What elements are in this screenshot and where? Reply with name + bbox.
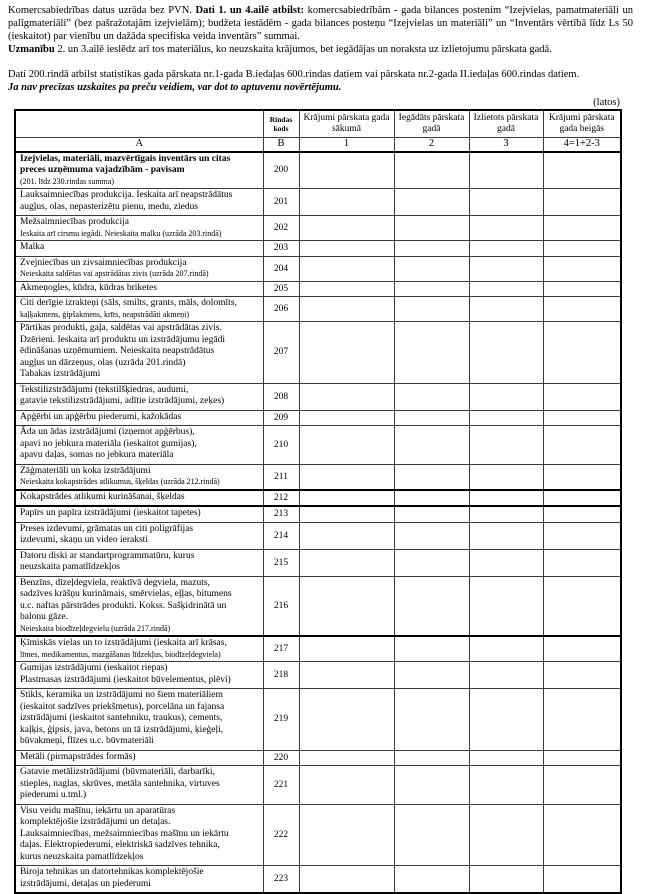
value-cell-stock-begin[interactable] bbox=[299, 152, 394, 189]
value-cell-acquired[interactable] bbox=[394, 410, 469, 426]
row-label-cell: Stikls, keramika un izstrādājumi no šiem materiāliem (ieskaitot sadzīves priekšmetus), porcelāna un fajansa izstrādājumi (ieskaitot santehniku, traukus), cements, kaļķis, ģipsis, java, betons un tā izstrādājumi, ķieģeļi, būvakmeņi, flīzes u.c. būvmateriāli bbox=[15, 689, 263, 751]
value-cell-stock-end[interactable] bbox=[543, 256, 621, 281]
value-cell-stock-begin[interactable] bbox=[299, 636, 394, 662]
table-row bbox=[15, 506, 621, 522]
currency-unit-label: (latos) bbox=[593, 97, 620, 108]
value-cell-stock-end[interactable] bbox=[543, 189, 621, 216]
subheader-A: A bbox=[15, 138, 263, 152]
value-cell-stock-end[interactable] bbox=[543, 322, 621, 384]
row-code: 220 bbox=[263, 750, 299, 766]
subheader-1: 1 bbox=[299, 138, 394, 152]
value-cell-acquired[interactable] bbox=[394, 866, 469, 894]
value-cell-stock-begin[interactable] bbox=[299, 576, 394, 636]
value-cell-acquired[interactable] bbox=[394, 464, 469, 490]
value-cell-stock-begin[interactable] bbox=[299, 804, 394, 866]
row-label-cell: Pārtikas produkti, gaļa, saldētas vai apstrādātas zivis. Dzērieni. Ieskaita arī produktu un izstrādājumu iegādi ēdināšanas uzņēmumiem. Neieskaita neapstrādātus augļus un dārzeņus, olas (uzrāda 201.rindā) Tabakas izstrādājumi bbox=[15, 322, 263, 384]
value-cell-stock-end[interactable] bbox=[543, 426, 621, 465]
row-label-cell: Akmeņogles, kūdra, kūdras briketes bbox=[15, 281, 263, 297]
value-cell-acquired[interactable] bbox=[394, 256, 469, 281]
row-code: 200 bbox=[263, 152, 299, 189]
row-code: 201 bbox=[263, 189, 299, 216]
value-cell-stock-begin[interactable] bbox=[299, 506, 394, 522]
row-code: 223 bbox=[263, 866, 299, 894]
value-cell-acquired[interactable] bbox=[394, 506, 469, 522]
row-code: 222 bbox=[263, 804, 299, 866]
value-cell-stock-end[interactable] bbox=[543, 662, 621, 689]
value-cell-stock-end[interactable] bbox=[543, 281, 621, 297]
value-cell-used[interactable] bbox=[469, 383, 543, 410]
value-cell-used[interactable] bbox=[469, 750, 543, 766]
value-cell-used[interactable] bbox=[469, 490, 543, 507]
table-row bbox=[15, 383, 621, 410]
value-cell-stock-begin[interactable] bbox=[299, 297, 394, 322]
stock-end-column-header: Krājumi pārskata gada beigās bbox=[543, 110, 621, 138]
row-code: 204 bbox=[263, 256, 299, 281]
value-cell-used[interactable] bbox=[469, 522, 543, 549]
value-cell-used[interactable] bbox=[469, 189, 543, 216]
item-column-header bbox=[15, 110, 263, 138]
value-cell-acquired[interactable] bbox=[394, 804, 469, 866]
value-cell-used[interactable] bbox=[469, 216, 543, 241]
row-label-cell: Āda un ādas izstrādājumi (izņemot apģērbus), apavi no jebkura materiāla (ieskaitot gumijas), apavu daļas, somas no jebkura materiāla bbox=[15, 426, 263, 465]
row-label-cell: Datoru diski ar standartprogrammatūru, kurus neuzskaita pamatlīdzekļos bbox=[15, 549, 263, 576]
value-cell-acquired[interactable] bbox=[394, 281, 469, 297]
value-cell-stock-end[interactable] bbox=[543, 549, 621, 576]
value-cell-used[interactable] bbox=[469, 662, 543, 689]
table-row bbox=[15, 804, 621, 866]
row-label-cell: Malka bbox=[15, 241, 263, 257]
row-code: 203 bbox=[263, 241, 299, 257]
value-cell-stock-begin[interactable] bbox=[299, 522, 394, 549]
value-cell-stock-begin[interactable] bbox=[299, 750, 394, 766]
value-cell-stock-begin[interactable] bbox=[299, 766, 394, 805]
row-label-cell: Apģērbi un apģērbu piederumi, kažokādas bbox=[15, 410, 263, 426]
value-cell-acquired[interactable] bbox=[394, 216, 469, 241]
value-cell-stock-begin[interactable] bbox=[299, 549, 394, 576]
row-label-cell: Gatavie metālizstrādājumi (būvmateriāli, darbarīki, stieples, naglas, skrūves, metāla santehnika, virtuves piederumi u.tml.) bbox=[15, 766, 263, 805]
attention-label: Uzmanību bbox=[8, 44, 58, 55]
row-code: 212 bbox=[263, 490, 299, 507]
table-row bbox=[15, 322, 621, 384]
row-code: 211 bbox=[263, 464, 299, 490]
value-cell-acquired[interactable] bbox=[394, 662, 469, 689]
table-header bbox=[15, 110, 621, 138]
table-row bbox=[15, 750, 621, 766]
value-cell-stock-end[interactable] bbox=[543, 506, 621, 522]
value-cell-stock-begin[interactable] bbox=[299, 383, 394, 410]
value-cell-acquired[interactable] bbox=[394, 750, 469, 766]
estimate-note: Ja nav precīzas uzskaites pa preču veidiem, var dot to aptuvenu novērtējumu. bbox=[8, 82, 342, 93]
value-cell-used[interactable] bbox=[469, 281, 543, 297]
value-cell-stock-begin[interactable] bbox=[299, 216, 394, 241]
row-label-cell: Visu veidu mašīnu, iekārtu un aparatūras komplektējošie izstrādājumi un detaļas. Lauksaimniecības, mežsaimniecības mašīnu un iekārtu daļas. Elektropiederumi, elektriskā sadzīves tehnika, kurus neuzskaita pamatlīdzekļos bbox=[15, 804, 263, 866]
row-code-column-header: Rindas kods bbox=[263, 110, 299, 138]
value-cell-used[interactable] bbox=[469, 426, 543, 465]
value-cell-stock-end[interactable] bbox=[543, 490, 621, 507]
value-cell-stock-begin[interactable] bbox=[299, 490, 394, 507]
table-row bbox=[15, 297, 621, 322]
instruction-paragraph-2 bbox=[8, 43, 633, 56]
table-row bbox=[15, 256, 621, 281]
row-label-cell: Lauksaimniecības produkcija. Ieskaita arī neapstrādātus augļus, olas, nepasterizētu pienu, medu, ziedus bbox=[15, 189, 263, 216]
value-cell-stock-end[interactable] bbox=[543, 410, 621, 426]
value-cell-acquired[interactable] bbox=[394, 689, 469, 751]
row-code: 206 bbox=[263, 297, 299, 322]
row-code: 221 bbox=[263, 766, 299, 805]
value-cell-used[interactable] bbox=[469, 506, 543, 522]
table-row bbox=[15, 216, 621, 241]
row-label-cell: Mežsaimniecības produkcija Ieskaita arī cirsmu iegādi. Neieskaita malku (uzrāda 203.rindā) bbox=[15, 216, 263, 241]
row-label-cell: Biroja tehnikas un datortehnikas komplektējošie izstrādājumi, detaļas un piederumi bbox=[15, 866, 263, 894]
instruction-text: 2. un 3.ailē ieslēdz arī tos materiālus, ko neuzskaita krājumos, bet iegādājas un noraksta uz izlietojumu pārskata gadā. bbox=[57, 44, 552, 55]
value-cell-stock-end[interactable] bbox=[543, 804, 621, 866]
row-label-cell: Benzīns, dīzeļdegviela, reaktīvā degviela, mazuts, sadzīves krāšņu kurināmais, smērvielas, eļļas, bitumens u.c. naftas pārstrādes produkti. Kokss. Sašķidrinātā un balonu gāze. Neieskaita biodīzeļdegvielu (uzrāda 217.rindā) bbox=[15, 576, 263, 636]
value-cell-acquired[interactable] bbox=[394, 426, 469, 465]
value-cell-stock-begin[interactable] bbox=[299, 410, 394, 426]
value-cell-stock-begin[interactable] bbox=[299, 189, 394, 216]
row-label-cell: Gumijas izstrādājumi (ieskaitot riepas) Plastmasas izstrādājumi (ieskaitot būvelementus, plēvi) bbox=[15, 662, 263, 689]
row-label-cell: Metāli (pirmapstrādes formās) bbox=[15, 750, 263, 766]
value-cell-stock-end[interactable] bbox=[543, 383, 621, 410]
value-cell-acquired[interactable] bbox=[394, 152, 469, 189]
value-cell-stock-begin[interactable] bbox=[299, 256, 394, 281]
subheader-3: 3 bbox=[469, 138, 543, 152]
table-row bbox=[15, 152, 621, 189]
row-code: 213 bbox=[263, 506, 299, 522]
value-cell-acquired[interactable] bbox=[394, 322, 469, 384]
value-cell-acquired[interactable] bbox=[394, 189, 469, 216]
table-row bbox=[15, 689, 621, 751]
value-cell-used[interactable] bbox=[469, 322, 543, 384]
subheader-2: 2 bbox=[394, 138, 469, 152]
value-cell-used[interactable] bbox=[469, 241, 543, 257]
row-code: 202 bbox=[263, 216, 299, 241]
table-row bbox=[15, 490, 621, 507]
row-label-cell: Kokapstrādes atlikumi kurināšanai, šķeldas bbox=[15, 490, 263, 507]
table-row bbox=[15, 464, 621, 490]
value-cell-acquired[interactable] bbox=[394, 636, 469, 662]
value-cell-stock-end[interactable] bbox=[543, 766, 621, 805]
table-row bbox=[15, 662, 621, 689]
value-cell-stock-begin[interactable] bbox=[299, 866, 394, 894]
acquired-column-header: Iegādāts pārskata gadā bbox=[394, 110, 469, 138]
value-cell-acquired[interactable] bbox=[394, 576, 469, 636]
column-title-row bbox=[15, 110, 621, 138]
instruction-paragraph-3 bbox=[8, 68, 633, 94]
row-label-cell: Citi derīgie izrakteņi (sāls, smilts, grants, māls, dolomīts, kaļķakmens, ģipšakmens, krīts, neapstrādāti akmeņi) bbox=[15, 297, 263, 322]
row-label-cell: Zvejniecības un zivsaimniecības produkcija Neieskaita saldētas vai apstrādātas zivis (uzrāda 207.rindā) bbox=[15, 256, 263, 281]
row-label-cell: Preses izdevumi, grāmatas un citi poligrāfijas izdevumi, skaņu un video ieraksti bbox=[15, 522, 263, 549]
value-cell-used[interactable] bbox=[469, 410, 543, 426]
value-cell-used[interactable] bbox=[469, 464, 543, 490]
row-code: 214 bbox=[263, 522, 299, 549]
row-code: 217 bbox=[263, 636, 299, 662]
value-cell-stock-end[interactable] bbox=[543, 750, 621, 766]
instruction-bold-text: Dati 1. un 4.ailē atbilst: bbox=[195, 5, 308, 16]
value-cell-used[interactable] bbox=[469, 152, 543, 189]
row-code: 215 bbox=[263, 549, 299, 576]
table-row bbox=[15, 410, 621, 426]
value-cell-used[interactable] bbox=[469, 689, 543, 751]
row-code: 219 bbox=[263, 689, 299, 751]
value-cell-stock-end[interactable] bbox=[543, 689, 621, 751]
value-cell-stock-begin[interactable] bbox=[299, 662, 394, 689]
table-row bbox=[15, 549, 621, 576]
subheader-B: B bbox=[263, 138, 299, 152]
value-cell-used[interactable] bbox=[469, 866, 543, 894]
row-label-cell: Izejvielas, materiāli, mazvērtīgais inventārs un citas preces uzņēmuma vajadzībām - pavisam (201. līdz 230.rindas summa) bbox=[15, 152, 263, 189]
value-cell-used[interactable] bbox=[469, 576, 543, 636]
value-cell-stock-end[interactable] bbox=[543, 576, 621, 636]
value-cell-used[interactable] bbox=[469, 256, 543, 281]
value-cell-acquired[interactable] bbox=[394, 297, 469, 322]
value-cell-stock-end[interactable] bbox=[543, 152, 621, 189]
row-code: 216 bbox=[263, 576, 299, 636]
row-code: 210 bbox=[263, 426, 299, 465]
value-cell-acquired[interactable] bbox=[394, 383, 469, 410]
value-cell-stock-end[interactable] bbox=[543, 636, 621, 662]
row-code: 208 bbox=[263, 383, 299, 410]
value-cell-stock-begin[interactable] bbox=[299, 464, 394, 490]
row-code: 218 bbox=[263, 662, 299, 689]
stock-begin-column-header: Krājumi pārskata gada sākumā bbox=[299, 110, 394, 138]
table-row bbox=[15, 281, 621, 297]
table-row bbox=[15, 189, 621, 216]
value-cell-acquired[interactable] bbox=[394, 549, 469, 576]
row-label-cell: Papīrs un papīra izstrādājumi (ieskaitot tapetes) bbox=[15, 506, 263, 522]
subheader-4: 4=1+2-3 bbox=[543, 138, 621, 152]
table-row bbox=[15, 866, 621, 894]
row-label-cell: Tekstilizstrādājumi (tekstilšķiedras, audumi, gatavie tekstilizstrādājumi, adītie izstrādājumi, zeķes) bbox=[15, 383, 263, 410]
row-label-cell: Zāģmateriāli un koka izstrādājumi Neieskaita kokapstrādes atlikumus, šķeldas (uzrāda 212.rindā) bbox=[15, 464, 263, 490]
row-label-cell: Ķīmiskās vielas un to izstrādājumi (ieskaita arī krāsas, līmes, medikamentus, mazgāšanas līdzekļus, biodīzeļdegviela) bbox=[15, 636, 263, 662]
value-cell-used[interactable] bbox=[469, 636, 543, 662]
table-row bbox=[15, 522, 621, 549]
value-cell-used[interactable] bbox=[469, 766, 543, 805]
row-code: 209 bbox=[263, 410, 299, 426]
instruction-text: komercsabiedrībām - gada bilances postenim “Izejvielas, pamatmateriāli un palīgmateriāli” (bez pašražotajām izejvielām); budžeta iestādēm - gada bilances posteņu “Izejvielas un materiāli” un “Inventārs vērtībā līdz Ls 50 (ieskaitot) par vienību un dažāda specifiska veida inventārs” summai. bbox=[8, 5, 634, 42]
value-cell-stock-begin[interactable] bbox=[299, 241, 394, 257]
value-cell-stock-begin[interactable] bbox=[299, 426, 394, 465]
row-code: 207 bbox=[263, 322, 299, 384]
table-row bbox=[15, 576, 621, 636]
row-code: 205 bbox=[263, 281, 299, 297]
value-cell-acquired[interactable] bbox=[394, 522, 469, 549]
used-column-header: Izlietots pārskata gadā bbox=[469, 110, 543, 138]
value-cell-stock-end[interactable] bbox=[543, 522, 621, 549]
table-row bbox=[15, 241, 621, 257]
row200-note: Dati 200.rindā atbilst statistikas gada pārskata nr.1-gada B.iedaļas 600.rindas datiem vai pārskata nr.2-gada II.iedaļas 600.rindas datiem. bbox=[8, 69, 580, 80]
table-row bbox=[15, 426, 621, 465]
form-instructions bbox=[0, 0, 645, 94]
value-cell-stock-end[interactable] bbox=[543, 464, 621, 490]
table-row bbox=[15, 766, 621, 805]
value-cell-acquired[interactable] bbox=[394, 241, 469, 257]
instruction-paragraph-1 bbox=[8, 4, 633, 43]
value-cell-stock-begin[interactable] bbox=[299, 689, 394, 751]
table-row bbox=[15, 636, 621, 662]
stock-table-body bbox=[15, 138, 621, 894]
value-cell-used[interactable] bbox=[469, 804, 543, 866]
value-cell-stock-end[interactable] bbox=[543, 297, 621, 322]
value-cell-used[interactable] bbox=[469, 549, 543, 576]
column-letter-row bbox=[15, 138, 621, 152]
value-cell-stock-end[interactable] bbox=[543, 866, 621, 894]
value-cell-stock-begin[interactable] bbox=[299, 281, 394, 297]
value-cell-acquired[interactable] bbox=[394, 766, 469, 805]
value-cell-stock-begin[interactable] bbox=[299, 322, 394, 384]
stock-report-table bbox=[14, 109, 622, 894]
value-cell-acquired[interactable] bbox=[394, 490, 469, 507]
value-cell-stock-end[interactable] bbox=[543, 241, 621, 257]
value-cell-used[interactable] bbox=[469, 297, 543, 322]
instruction-text: Komercsabiedrības datus uzrāda bez PVN. bbox=[8, 5, 196, 16]
value-cell-stock-end[interactable] bbox=[543, 216, 621, 241]
